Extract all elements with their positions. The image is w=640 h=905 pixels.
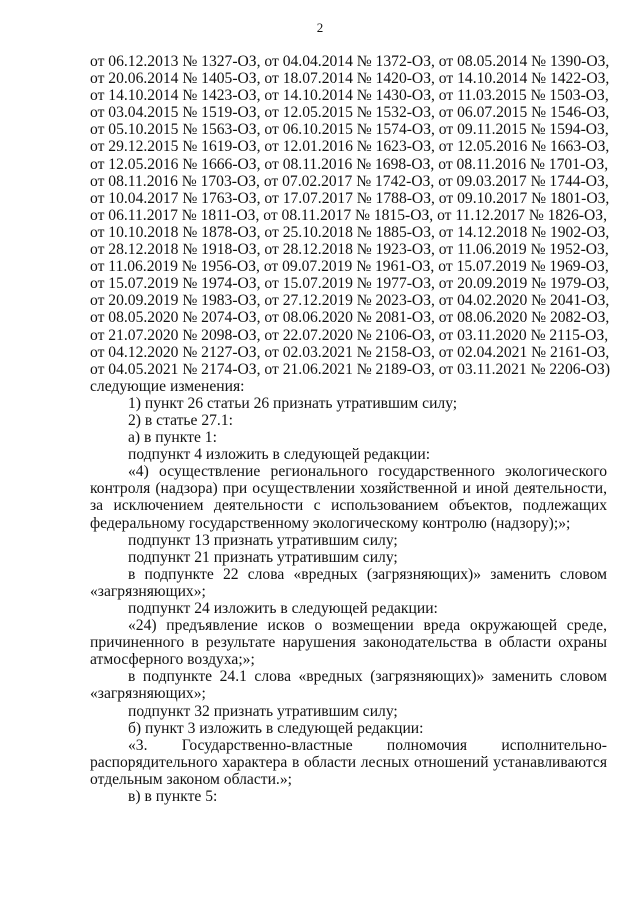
text-line: от 15.07.2019 № 1974-ОЗ, от 15.07.2019 № 1977-ОЗ, от 20.09.2019 № 1979-ОЗ, [90, 275, 610, 293]
text-line: распорядительного характера в области лесных отношений устанавливаются [90, 753, 607, 771]
text-line: от 11.06.2019 № 1956-ОЗ, от 09.07.2019 № 1961-ОЗ, от 15.07.2019 № 1969-ОЗ, [90, 258, 609, 276]
text-line: «загрязняющих»; [90, 582, 206, 600]
text-line: от 10.04.2017 № 1763-ОЗ, от 17.07.2017 № 1788-ОЗ, от 09.10.2017 № 1801-ОЗ, [90, 189, 610, 207]
text-line: от 10.10.2018 № 1878-ОЗ, от 25.10.2018 № 1885-ОЗ, от 14.12.2018 № 1902-ОЗ, [90, 223, 610, 241]
text-line: 1) пункт 26 статьи 26 признать утратившим силу; [128, 394, 458, 412]
text-line: федеральному государственному экологическому контролю (надзору);»; [90, 514, 571, 532]
text-line: следующие изменения: [90, 377, 245, 395]
text-line: от 06.12.2013 № 1327-ОЗ, от 04.04.2014 № 1372-ОЗ, от 08.05.2014 № 1390-ОЗ, [90, 53, 610, 70]
text-line: «4) осуществление регионального государственного экологического [128, 463, 607, 481]
text-line: в подпункте 22 слова «вредных (загрязняющих)» заменить словом [128, 565, 607, 583]
text-line: «24) предъявление исков о возмещении вреда окружающей среде, [128, 617, 607, 635]
text-line: от 28.12.2018 № 1918-ОЗ, от 28.12.2018 № 1923-ОЗ, от 11.06.2019 № 1952-ОЗ, [90, 241, 609, 259]
text-line: от 12.05.2016 № 1666-ОЗ, от 08.11.2016 № 1698-ОЗ, от 08.11.2016 № 1701-ОЗ, [90, 155, 609, 173]
text-line: от 20.06.2014 № 1405-ОЗ, от 18.07.2014 № 1420-ОЗ, от 14.10.2014 № 1422-ОЗ, [90, 70, 610, 88]
text-line: подпункт 24 изложить в следующей редакции: [128, 600, 438, 617]
text-line: от 08.05.2020 № 2074-ОЗ, от 08.06.2020 № 2081-ОЗ, от 08.06.2020 № 2082-ОЗ, [90, 309, 610, 327]
text-line: а) в пункте 1: [128, 429, 217, 447]
text-line: контроля (надзора) при осуществлении хозяйственной и иной деятельности, [90, 480, 607, 498]
text-line: 2) в статье 27.1: [128, 411, 233, 429]
text-line: от 04.05.2021 № 2174-ОЗ, от 21.06.2021 № 2189-ОЗ, от 03.11.2021 № 2206-ОЗ) [90, 360, 611, 378]
text-line: подпункт 32 признать утратившим силу; [128, 702, 398, 720]
text-line: от 14.10.2014 № 1423-ОЗ, от 14.10.2014 № 1430-ОЗ, от 11.03.2015 № 1503-ОЗ, [90, 87, 609, 105]
text-line: от 03.04.2015 № 1519-ОЗ, от 12.05.2015 № 1532-ОЗ, от 06.07.2015 № 1546-ОЗ, [90, 104, 610, 122]
text-line: подпункт 4 изложить в следующей редакции: [128, 446, 431, 464]
text-line: от 04.12.2020 № 2127-ОЗ, от 02.03.2021 № 2158-ОЗ, от 02.04.2021 № 2161-ОЗ, [90, 343, 610, 361]
text-line: подпункт 13 признать утратившим силу; [128, 531, 398, 549]
page-number: 2 [316, 20, 324, 35]
text-line: от 06.11.2017 № 1811-ОЗ, от 08.11.2017 № 1815-ОЗ, от 11.12.2017 № 1826-ОЗ, [90, 206, 607, 224]
text-line: за исключением деятельности с использованием объектов, подлежащих [90, 497, 607, 515]
text-line: подпункт 21 признать утратившим силу; [128, 548, 398, 566]
text-line: отдельным законом области.»; [90, 770, 292, 788]
text-line: б) пункт 3 изложить в следующей редакции: [128, 719, 424, 737]
document-body [90, 53, 611, 806]
text-line: от 29.12.2015 № 1619-ОЗ, от 12.01.2016 № 1623-ОЗ, от 12.05.2016 № 1663-ОЗ, [90, 138, 610, 156]
text-line: в подпункте 24.1 слова «вредных (загрязняющих)» заменить словом [128, 668, 607, 686]
text-line: от 08.11.2016 № 1703-ОЗ, от 07.02.2017 № 1742-ОЗ, от 09.03.2017 № 1744-ОЗ, [90, 172, 609, 190]
text-line: причиненного в результате нарушения законодательства в области охраны [90, 634, 607, 652]
text-line: «загрязняющих»; [90, 685, 206, 703]
text-line: «3. Государственно-властные полномочия исполнительно- [128, 736, 607, 754]
text-line: от 21.07.2020 № 2098-ОЗ, от 22.07.2020 № 2106-ОЗ, от 03.11.2020 № 2115-ОЗ, [90, 326, 609, 344]
text-line: от 05.10.2015 № 1563-ОЗ, от 06.10.2015 № 1574-ОЗ, от 09.11.2015 № 1594-ОЗ, [90, 121, 609, 139]
text-line: в) в пункте 5: [128, 788, 218, 806]
text-line: атмосферного воздуха;»; [90, 651, 255, 669]
text-line: от 20.09.2019 № 1983-ОЗ, от 27.12.2019 № 2023-ОЗ, от 04.02.2020 № 2041-ОЗ, [90, 292, 610, 310]
